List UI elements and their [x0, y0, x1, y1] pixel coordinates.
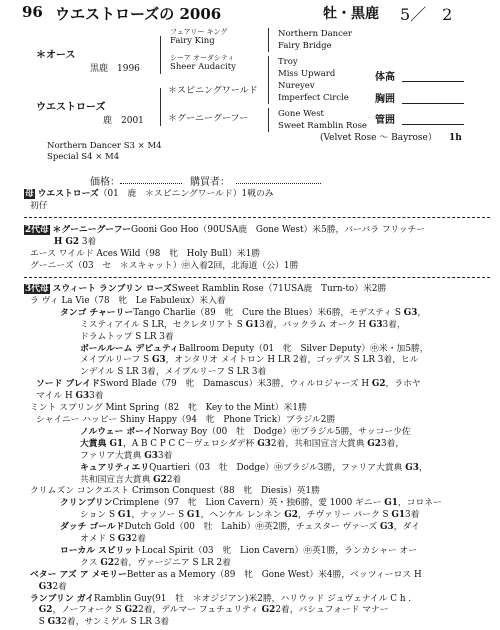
date: 5／ 2: [400, 5, 453, 24]
dss-dam: Imperfect Circle: [278, 93, 349, 103]
inbreed-1: Northern Dancer S3 × M4: [47, 141, 162, 151]
text-segment: マイル H: [36, 391, 76, 402]
chest-field[interactable]: [402, 103, 464, 104]
text-segment: ダッチ ゴールド: [60, 522, 125, 533]
text-segment: G3: [380, 522, 394, 533]
text-segment: 3着，: [382, 319, 406, 330]
text-segment: ，ヘンケル レンネン: [200, 510, 285, 521]
text-segment: シャイニー ハッピー Shiny Happy（94 牝 Phone Trick）ブラジル2勝: [36, 414, 336, 425]
buyer-label: 購買者：: [190, 177, 230, 188]
text-segment: Crimplene（97 牝 Lion Cavern）英・独6勝，愛 1000 ギニー: [112, 498, 385, 509]
text-segment: Ramblin Guy(91 牡 ＊オジジアン)米2勝，ハリウッド ジュヴェナイル C h .: [94, 593, 412, 604]
list-item: [24, 605, 490, 617]
second-dam-grade: H G2: [54, 236, 80, 247]
text-segment: ファリア大賞典: [80, 450, 145, 461]
text-segment: G1: [391, 510, 406, 521]
list-item: [24, 403, 490, 415]
list-item: [24, 391, 490, 403]
list-item: [24, 344, 490, 356]
second-dam-section: [24, 225, 490, 273]
height-field[interactable]: [402, 81, 464, 82]
horse-name: ウエストローズの 2006: [55, 5, 222, 23]
second-dam-detail: Gooni Goo Hoo（90USA鹿 Gone West）米5勝，バーバラ フリッチー: [130, 225, 426, 235]
dam-color-year: 鹿 2001: [103, 116, 144, 126]
text-segment: G3: [144, 450, 158, 461]
text-segment: Quartieri（03 牡 Dodge）㊥ブラジル3勝，ファリア大賞典: [149, 462, 406, 473]
sire-dam-kana: シーア オーダシティ: [170, 54, 235, 62]
sss-sire: Northern Dancer: [278, 29, 352, 39]
text-segment: クリムズン コンクエスト Crimson Conquest（88 牝 Diesis）英1勝: [30, 486, 320, 497]
text-segment: 3着: [405, 510, 420, 521]
list-item: [24, 427, 490, 439]
buyer-field[interactable]: [236, 183, 321, 184]
text-segment: Tango Charlie（89 牝 Cure the Blues）米6勝，モデスティ S: [133, 307, 404, 318]
entry-number: 96: [22, 3, 43, 21]
dam-section: [24, 189, 490, 213]
text-segment: 3着: [89, 391, 104, 402]
list-item: [24, 296, 490, 308]
text-segment: Ballroom Deputy（01 牝 Silver Deputy）㊥米・加5勝，: [178, 343, 429, 354]
list-item: [24, 570, 490, 582]
text-segment: ，ラホヤ: [385, 379, 421, 390]
chest-label: 胸囲: [375, 94, 395, 105]
text-segment: Better as a Memory（89 牝 Gone West）米4勝，ベッツィーロス H: [126, 569, 422, 580]
dds-sire: Gone West: [278, 109, 324, 119]
dam-sire: ＊スピニングワールド: [168, 86, 258, 96]
text-segment: ラ ヴィ La Vie（78 牝 Le Fabuleux）米入着: [30, 295, 226, 306]
third-dam-lines: [24, 296, 490, 629]
text-segment: G2: [367, 438, 381, 449]
dam-dam: ＊グーニーグーフー: [168, 114, 249, 124]
text-segment: タンゴ チャーリー: [60, 307, 134, 318]
dss-bracket: [268, 80, 269, 104]
sds-sire: Troy: [278, 57, 298, 67]
text-segment: G3: [117, 534, 132, 545]
list-item: [24, 594, 490, 606]
second-dam-label: 2代母: [25, 225, 49, 235]
text-segment: ドラムトップ S LR 3着: [80, 331, 174, 342]
list-item: [24, 415, 490, 427]
text-segment: ，チヴァリー パーク S: [297, 510, 392, 521]
list-item: [24, 332, 490, 344]
text-segment: G2: [153, 474, 167, 485]
text-segment: 2着: [166, 474, 182, 485]
text-segment: 2着，バシュフォード マナー: [275, 605, 389, 616]
text-segment: G2: [284, 510, 298, 521]
text-segment: ，コロネー: [397, 498, 442, 509]
text-segment: ，: [417, 307, 427, 318]
text-segment: クス: [80, 557, 101, 568]
divider-1: [24, 217, 490, 218]
text-segment: G2: [261, 605, 276, 616]
text-segment: キュアリティエリ: [80, 462, 150, 473]
dam-bracket: [160, 88, 161, 126]
text-segment: 2着，サンミゲル S LR 3着: [61, 617, 170, 628]
dam-label: 母: [25, 189, 34, 199]
list-item: [24, 379, 490, 391]
list-item: [24, 439, 490, 451]
list-item: [24, 486, 490, 498]
text-segment: G2: [100, 557, 114, 568]
dam-entry-name: ウエストローズ: [37, 189, 99, 199]
text-segment: Dutch Gold（00 牡 Lahib）㊥英2勝，チェスター ヴァーズ: [124, 522, 381, 533]
cannon-field[interactable]: [402, 124, 464, 125]
list-item: [24, 510, 490, 522]
text-segment: ノルウェー ボーイ: [80, 426, 153, 437]
text-segment: ベター アズ ア メモリー: [30, 569, 127, 580]
list-item: エース ワイルド Aces Wild（98 牝 Holy Bull）米1勝: [30, 248, 261, 259]
text-segment: ，A B C P C C－ヴェロシダデ杯: [123, 438, 258, 449]
text-segment: スウィート ランブリン ローズ: [52, 284, 172, 294]
sds-dam: Miss Upward: [278, 69, 336, 79]
list-item: [24, 308, 490, 320]
text-segment: G2: [124, 605, 139, 616]
inbreed-2: Special S4 × M4: [47, 152, 120, 162]
dss-sire: Nureyev: [278, 81, 315, 91]
text-segment: G1: [117, 510, 132, 521]
dds-dam: Sweet Ramblin Rose: [278, 121, 367, 131]
text-segment: Local Spirit（03 牝 Lion Cavern）㊥英1勝，ランカシャー オー: [141, 545, 418, 556]
height-label: 体高: [375, 72, 395, 83]
dam-name: ウエストローズ: [36, 102, 106, 113]
list-item: [24, 355, 490, 367]
text-segment: Sweet Ramblin Rose（71USA鹿 Turn-to）米2勝: [171, 284, 387, 294]
text-segment: クリンプリン: [60, 498, 113, 509]
list-item: グーニーズ（03 セ ＊スキャット）㊥入着2回，北海道（公）1勝: [30, 260, 299, 271]
second-dam-place: 3着: [81, 236, 97, 247]
sire-name: ＊オース: [36, 50, 76, 61]
text-segment: G2: [371, 379, 386, 390]
list-item: [24, 475, 490, 487]
text-segment: G3: [403, 307, 418, 318]
hands: 1h: [449, 133, 462, 143]
text-segment: ソード ブレイド: [36, 379, 100, 390]
text-segment: ，オンタリオ メイトロン H LR 2着，ゴッデス S LR 3着，ヒル: [165, 355, 419, 366]
list-item: [24, 582, 490, 594]
text-segment: ローカル スピリット: [60, 545, 142, 556]
sire-color-year: 黒鹿 1996: [90, 64, 140, 74]
sds-bracket: [268, 56, 269, 80]
text-segment: 3着: [157, 450, 173, 461]
dam-produce-note: 初仔: [30, 200, 48, 211]
text-segment: G3: [257, 438, 271, 449]
second-dam-name: ＊グーニーグーフー: [52, 225, 131, 235]
text-segment: ，: [418, 462, 428, 473]
list-item: [24, 320, 490, 332]
text-segment: G3: [75, 391, 90, 402]
text-segment: 大賞典 G1: [80, 438, 124, 449]
text-segment: G1: [384, 498, 398, 509]
text-segment: 2着: [52, 581, 67, 592]
text-segment: メイプルリーフ S: [80, 355, 152, 366]
text-segment: ション S: [80, 510, 118, 521]
text-segment: 2着，共和国宣言大賞典: [270, 438, 368, 449]
cannon-label: 管囲: [375, 115, 395, 126]
sire-dam: Sheer Audacity: [170, 62, 236, 72]
price-field[interactable]: [120, 183, 182, 184]
text-segment: ミスティアイル S LR，セクレタリアト S: [80, 319, 246, 330]
sire-bracket: [160, 36, 161, 74]
list-item: [24, 463, 490, 475]
text-segment: 2着，ヴァージニア S LR 2着: [113, 557, 231, 568]
list-item: [24, 534, 490, 546]
list-item: [24, 451, 490, 463]
list-item: [24, 617, 490, 629]
text-segment: G1: [245, 319, 260, 330]
text-segment: S: [30, 617, 48, 628]
sex-color: 牡・黒鹿: [323, 6, 379, 22]
text-segment: オメド S: [80, 534, 118, 545]
dam-line-note: (Velvet Rose ～ Bayrose）: [320, 133, 437, 143]
text-segment: ，ダイ: [393, 522, 420, 533]
divider-2: [24, 277, 490, 278]
text-segment: G3: [151, 355, 166, 366]
list-item: [24, 546, 490, 558]
text-segment: 3着，: [380, 438, 405, 449]
text-segment: 共和国宣言大賞典: [80, 474, 154, 485]
text-segment: Sword Blade（79 牝 Damascus）米3勝，ウィルロジャーズ H: [99, 379, 372, 390]
third-dam-section: [24, 284, 490, 629]
sss-bracket: [268, 28, 269, 52]
text-segment: G3: [47, 617, 62, 628]
dam-entry-detail: （01 鹿 ＊スピニングワールド）1戦のみ: [98, 189, 274, 199]
list-item: [24, 522, 490, 534]
list-item: [24, 558, 490, 570]
text-segment: G3: [368, 319, 383, 330]
text-segment: G1: [186, 510, 201, 521]
text-segment: ランブリン ガイ: [30, 593, 95, 604]
list-item: [24, 367, 490, 379]
price-label: 価格：: [90, 177, 120, 188]
sire-sire-kana: フェアリー キング: [170, 28, 228, 36]
text-segment: ミント スプリング Mint Spring（82 牝 Key to the Mint）米1勝: [30, 403, 307, 414]
text-segment: ，ナッソー S: [131, 510, 187, 521]
dds-bracket: [268, 108, 269, 132]
text-segment: 3着，バックラム オーク H: [259, 319, 369, 330]
text-segment: G3: [405, 462, 419, 473]
sire-sire: Fairy King: [170, 36, 215, 46]
third-dam-first-line: [53, 284, 387, 294]
text-segment: ，ノーフォーク S: [52, 605, 125, 616]
text-segment: G3: [30, 581, 53, 592]
sss-dam: Fairy Bridge: [278, 41, 332, 51]
text-segment: ンデイル S LR 3着，メイプルリーフ S LR 3着: [80, 367, 267, 378]
text-segment: G2: [30, 605, 53, 616]
text-segment: 2着，デルマー フュチュリティ: [138, 605, 262, 616]
third-dam-label: 3代母: [25, 284, 49, 294]
text-segment: ボールルーム デピュティ: [80, 343, 179, 354]
text-segment: Norway Boy（00 牡 Dodge）㊥ブラジル5勝，サッコー少佐: [152, 426, 411, 437]
text-segment: 2着: [131, 534, 146, 545]
list-item: [24, 498, 490, 510]
